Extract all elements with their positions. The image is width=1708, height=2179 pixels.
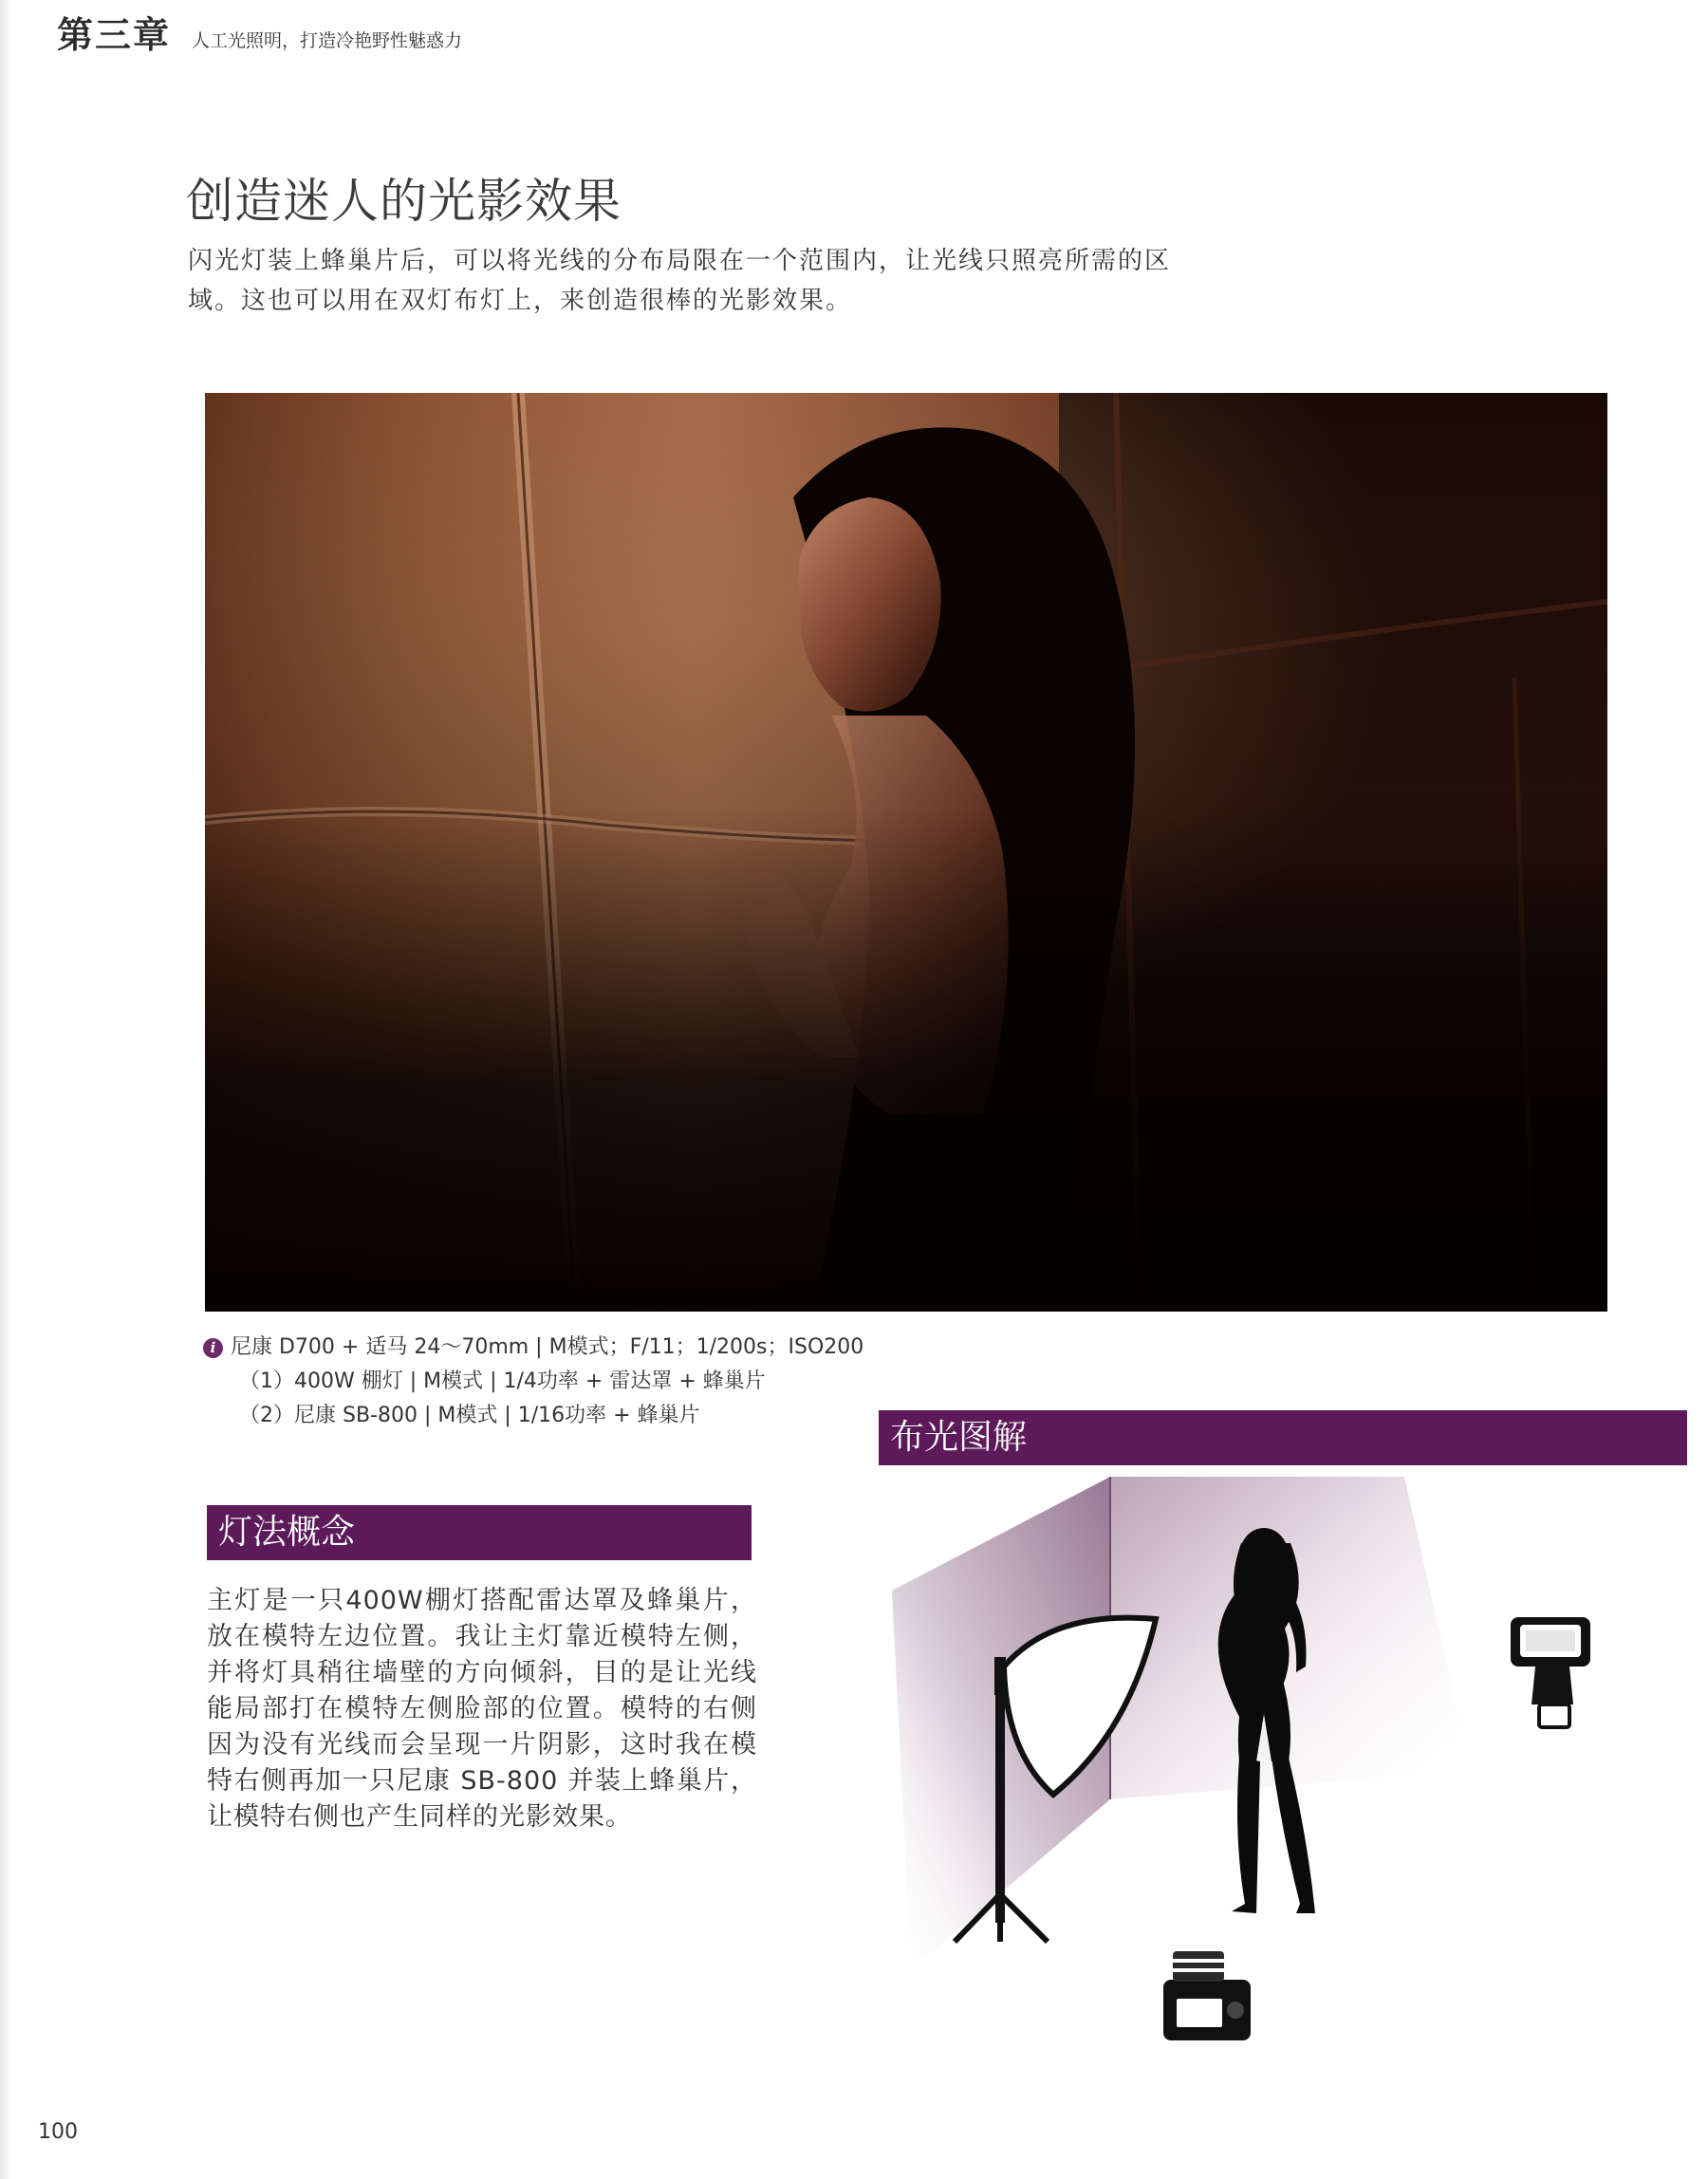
chapter-subtitle: 人工光照明，打造冷艳野性魅惑力: [192, 30, 463, 51]
caption-line-camera: [203, 1331, 863, 1365]
page-title: 创造迷人的光影效果: [186, 174, 622, 229]
page-spine-shadow: [0, 0, 11, 2179]
lighting-diagram-heading: 布光图解: [879, 1410, 1687, 1465]
chapter-header: [57, 6, 462, 58]
info-icon: i: [203, 1338, 223, 1358]
caption-line-light-2: （2）尼康 SB-800 | M模式 | 1/16功率 + 蜂巢片: [239, 1404, 700, 1427]
caption-camera-text: 尼康 D700 + 适马 24～70mm | M模式；F/11；1/200s；ISO200: [231, 1335, 864, 1359]
lighting-diagram-art: [892, 1477, 1689, 2084]
speedlight-icon: [1511, 1617, 1590, 1727]
portrait-photo: [205, 393, 1607, 1312]
lighting-concept-heading: 灯法概念: [207, 1505, 752, 1560]
chapter-number: 第三章: [57, 13, 172, 56]
portrait-photo-art: [205, 393, 1607, 1312]
photo-caption: [203, 1331, 863, 1433]
lighting-concept-text: 主灯是一只400W棚灯搭配雷达罩及蜂巢片，放在模特左边位置。我让主灯靠近模特左侧，并将灯具稍往墙壁的方向倾斜，目的是让光线能局部打在模特左侧脸部的位置。模特的右侧因为没有光线而会呈现一片阴影，这时我在模特右侧再加一只尼康 SB-800 并装上蜂巢片，让模特右侧也产生同样的光影效果。: [207, 1586, 757, 1832]
intro-paragraph: 闪光灯装上蜂巢片后，可以将光线的分布局限在一个范围内，让光线只照亮所需的区域。这也可以用在双灯布灯上，来创造很棒的光影效果。: [188, 247, 1172, 315]
caption-line-light-1: （1）400W 棚灯 | M模式 | 1/4功率 + 雷达罩 + 蜂巢片: [239, 1369, 766, 1393]
lighting-diagram: [892, 1477, 1689, 2084]
page-number: 100: [38, 2120, 78, 2144]
